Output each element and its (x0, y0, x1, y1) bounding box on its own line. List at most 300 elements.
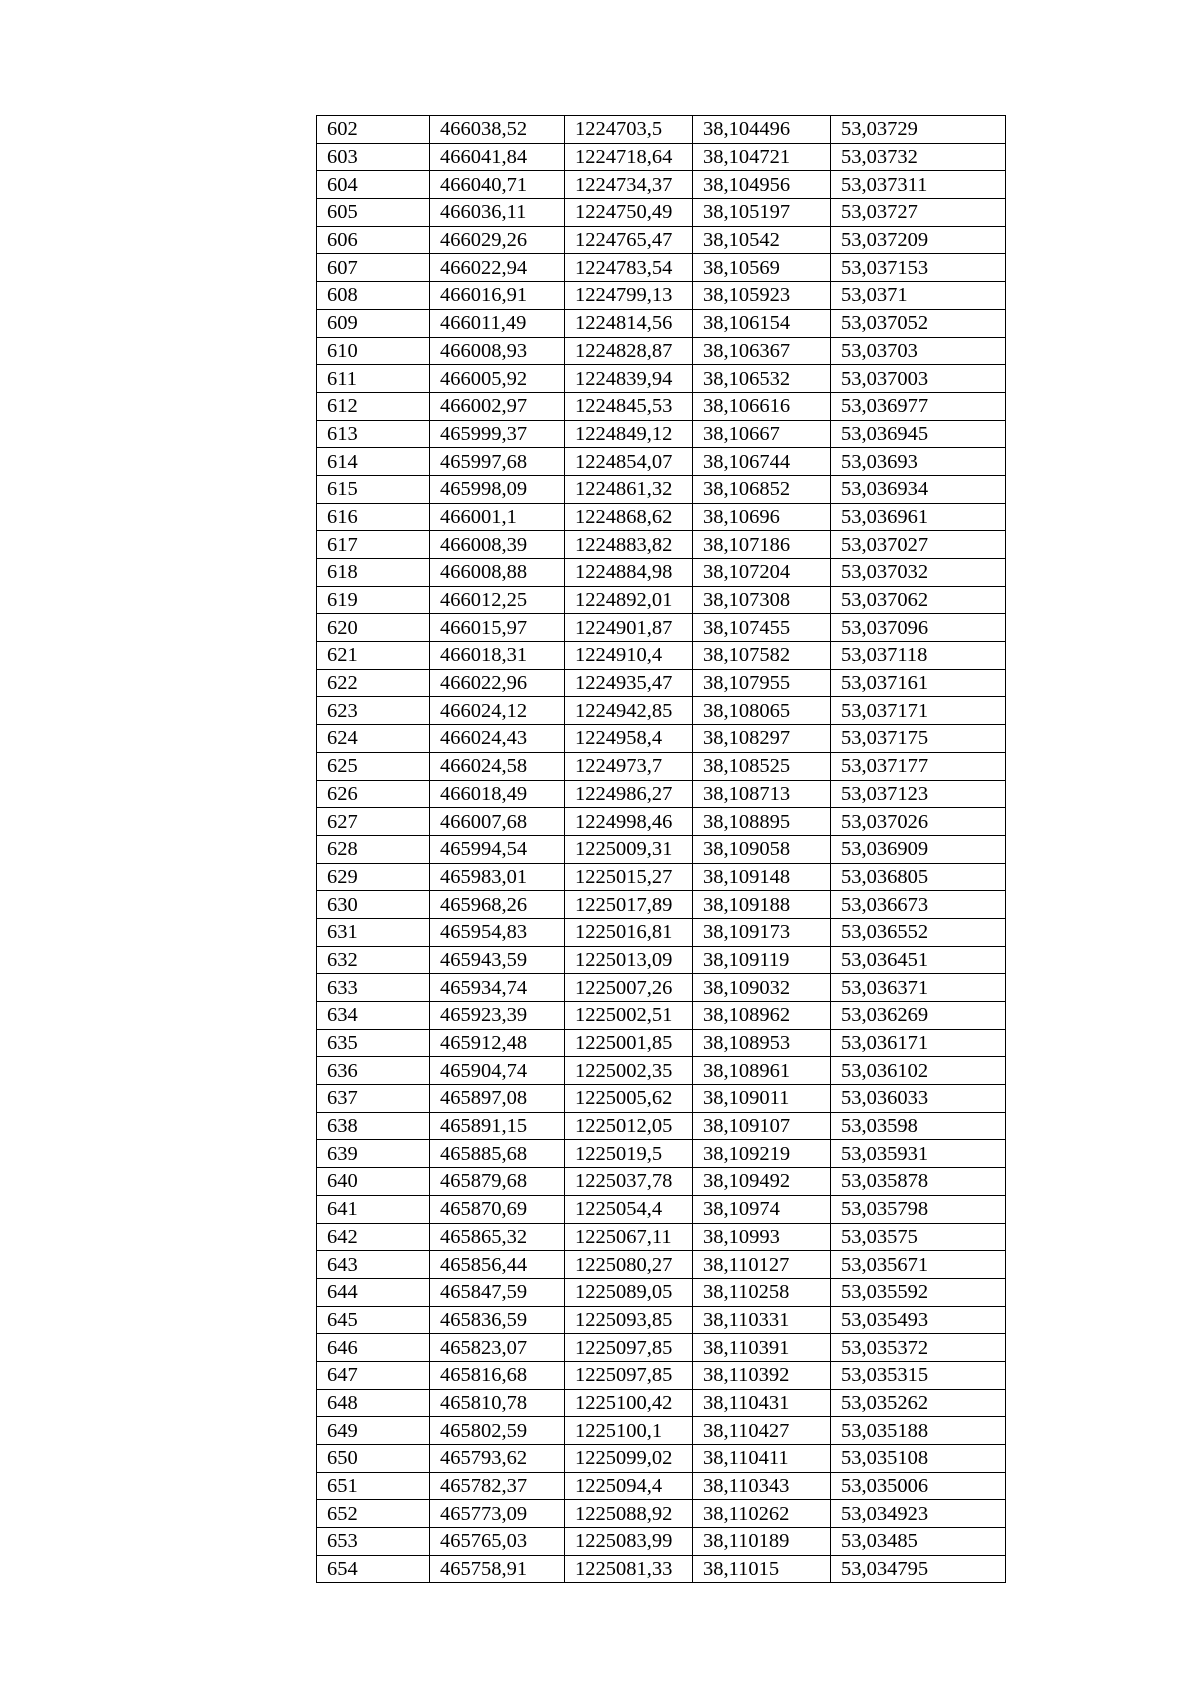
y-coordinate-cell: 1224935,47 (565, 669, 693, 697)
longitude-cell: 38,110262 (693, 1500, 831, 1528)
point-number-cell: 606 (317, 226, 430, 254)
longitude-cell: 38,110392 (693, 1361, 831, 1389)
latitude-cell: 53,035372 (831, 1334, 1006, 1362)
point-number-cell: 645 (317, 1306, 430, 1334)
point-number-cell: 642 (317, 1223, 430, 1251)
latitude-cell: 53,036977 (831, 392, 1006, 420)
point-number-cell: 629 (317, 863, 430, 891)
point-number-cell: 603 (317, 143, 430, 171)
table-row (317, 116, 1006, 144)
point-number-cell: 651 (317, 1472, 430, 1500)
longitude-cell: 38,109188 (693, 891, 831, 919)
x-coordinate-cell: 466012,25 (430, 586, 565, 614)
longitude-cell: 38,110343 (693, 1472, 831, 1500)
table-row (317, 531, 1006, 559)
table-row (317, 1168, 1006, 1196)
table-row (317, 1500, 1006, 1528)
x-coordinate-cell: 466008,39 (430, 531, 565, 559)
latitude-cell: 53,037209 (831, 226, 1006, 254)
point-number-cell: 613 (317, 420, 430, 448)
longitude-cell: 38,108525 (693, 752, 831, 780)
x-coordinate-cell: 466011,49 (430, 309, 565, 337)
x-coordinate-cell: 465810,78 (430, 1389, 565, 1417)
point-number-cell: 628 (317, 835, 430, 863)
y-coordinate-cell: 1225067,11 (565, 1223, 693, 1251)
y-coordinate-cell: 1225080,27 (565, 1251, 693, 1279)
y-coordinate-cell: 1225013,09 (565, 946, 693, 974)
x-coordinate-cell: 466022,96 (430, 669, 565, 697)
point-number-cell: 646 (317, 1334, 430, 1362)
y-coordinate-cell: 1225019,5 (565, 1140, 693, 1168)
table-row (317, 946, 1006, 974)
longitude-cell: 38,10696 (693, 503, 831, 531)
point-number-cell: 614 (317, 448, 430, 476)
latitude-cell: 53,037003 (831, 365, 1006, 393)
latitude-cell: 53,03598 (831, 1112, 1006, 1140)
y-coordinate-cell: 1225015,27 (565, 863, 693, 891)
latitude-cell: 53,036171 (831, 1029, 1006, 1057)
latitude-cell: 53,036451 (831, 946, 1006, 974)
x-coordinate-cell: 465847,59 (430, 1278, 565, 1306)
y-coordinate-cell: 1224868,62 (565, 503, 693, 531)
x-coordinate-cell: 465943,59 (430, 946, 565, 974)
x-coordinate-cell: 466008,88 (430, 559, 565, 587)
table-row (317, 337, 1006, 365)
y-coordinate-cell: 1225017,89 (565, 891, 693, 919)
point-number-cell: 619 (317, 586, 430, 614)
latitude-cell: 53,036552 (831, 918, 1006, 946)
coordinates-table (316, 115, 1006, 1583)
point-number-cell: 622 (317, 669, 430, 697)
table-row (317, 1085, 1006, 1113)
latitude-cell: 53,0371 (831, 282, 1006, 310)
y-coordinate-cell: 1224883,82 (565, 531, 693, 559)
x-coordinate-cell: 465912,48 (430, 1029, 565, 1057)
longitude-cell: 38,104956 (693, 171, 831, 199)
table-row (317, 752, 1006, 780)
longitude-cell: 38,105197 (693, 199, 831, 227)
latitude-cell: 53,036909 (831, 835, 1006, 863)
y-coordinate-cell: 1224861,32 (565, 475, 693, 503)
x-coordinate-cell: 466040,71 (430, 171, 565, 199)
longitude-cell: 38,108713 (693, 780, 831, 808)
longitude-cell: 38,108961 (693, 1057, 831, 1085)
table-row (317, 171, 1006, 199)
longitude-cell: 38,107186 (693, 531, 831, 559)
y-coordinate-cell: 1224958,4 (565, 725, 693, 753)
longitude-cell: 38,108065 (693, 697, 831, 725)
x-coordinate-cell: 466029,26 (430, 226, 565, 254)
y-coordinate-cell: 1224986,27 (565, 780, 693, 808)
point-number-cell: 625 (317, 752, 430, 780)
point-number-cell: 634 (317, 1002, 430, 1030)
latitude-cell: 53,035798 (831, 1195, 1006, 1223)
longitude-cell: 38,110431 (693, 1389, 831, 1417)
y-coordinate-cell: 1225083,99 (565, 1528, 693, 1556)
longitude-cell: 38,107455 (693, 614, 831, 642)
y-coordinate-cell: 1224854,07 (565, 448, 693, 476)
table-row (317, 1445, 1006, 1473)
longitude-cell: 38,109492 (693, 1168, 831, 1196)
longitude-cell: 38,109032 (693, 974, 831, 1002)
table-row (317, 1002, 1006, 1030)
latitude-cell: 53,035878 (831, 1168, 1006, 1196)
table-row (317, 697, 1006, 725)
y-coordinate-cell: 1225097,85 (565, 1361, 693, 1389)
table-row (317, 475, 1006, 503)
latitude-cell: 53,037027 (831, 531, 1006, 559)
y-coordinate-cell: 1225089,05 (565, 1278, 693, 1306)
y-coordinate-cell: 1225100,1 (565, 1417, 693, 1445)
y-coordinate-cell: 1224750,49 (565, 199, 693, 227)
y-coordinate-cell: 1225100,42 (565, 1389, 693, 1417)
x-coordinate-cell: 465904,74 (430, 1057, 565, 1085)
latitude-cell: 53,037153 (831, 254, 1006, 282)
x-coordinate-cell: 466038,52 (430, 116, 565, 144)
x-coordinate-cell: 465865,32 (430, 1223, 565, 1251)
longitude-cell: 38,107308 (693, 586, 831, 614)
table-row (317, 1251, 1006, 1279)
table-row (317, 1334, 1006, 1362)
y-coordinate-cell: 1224703,5 (565, 116, 693, 144)
x-coordinate-cell: 466005,92 (430, 365, 565, 393)
longitude-cell: 38,11015 (693, 1555, 831, 1583)
y-coordinate-cell: 1225012,05 (565, 1112, 693, 1140)
table-row (317, 309, 1006, 337)
latitude-cell: 53,03729 (831, 116, 1006, 144)
table-row (317, 365, 1006, 393)
x-coordinate-cell: 466041,84 (430, 143, 565, 171)
table-row (317, 199, 1006, 227)
table-row (317, 448, 1006, 476)
y-coordinate-cell: 1224734,37 (565, 171, 693, 199)
latitude-cell: 53,036805 (831, 863, 1006, 891)
x-coordinate-cell: 466024,12 (430, 697, 565, 725)
table-row (317, 1195, 1006, 1223)
longitude-cell: 38,107955 (693, 669, 831, 697)
longitude-cell: 38,110189 (693, 1528, 831, 1556)
y-coordinate-cell: 1225088,92 (565, 1500, 693, 1528)
latitude-cell: 53,037123 (831, 780, 1006, 808)
point-number-cell: 637 (317, 1085, 430, 1113)
longitude-cell: 38,110127 (693, 1251, 831, 1279)
table-row (317, 891, 1006, 919)
point-number-cell: 632 (317, 946, 430, 974)
latitude-cell: 53,037311 (831, 171, 1006, 199)
x-coordinate-cell: 465983,01 (430, 863, 565, 891)
table-row (317, 974, 1006, 1002)
latitude-cell: 53,037177 (831, 752, 1006, 780)
latitude-cell: 53,03693 (831, 448, 1006, 476)
point-number-cell: 612 (317, 392, 430, 420)
y-coordinate-cell: 1224828,87 (565, 337, 693, 365)
point-number-cell: 602 (317, 116, 430, 144)
table-row (317, 614, 1006, 642)
latitude-cell: 53,035931 (831, 1140, 1006, 1168)
point-number-cell: 635 (317, 1029, 430, 1057)
latitude-cell: 53,037118 (831, 642, 1006, 670)
point-number-cell: 630 (317, 891, 430, 919)
x-coordinate-cell: 466008,93 (430, 337, 565, 365)
latitude-cell: 53,035671 (831, 1251, 1006, 1279)
y-coordinate-cell: 1224998,46 (565, 808, 693, 836)
point-number-cell: 636 (317, 1057, 430, 1085)
y-coordinate-cell: 1225054,4 (565, 1195, 693, 1223)
latitude-cell: 53,034923 (831, 1500, 1006, 1528)
y-coordinate-cell: 1224884,98 (565, 559, 693, 587)
x-coordinate-cell: 465823,07 (430, 1334, 565, 1362)
x-coordinate-cell: 465897,08 (430, 1085, 565, 1113)
x-coordinate-cell: 466036,11 (430, 199, 565, 227)
latitude-cell: 53,03485 (831, 1528, 1006, 1556)
x-coordinate-cell: 465954,83 (430, 918, 565, 946)
longitude-cell: 38,106616 (693, 392, 831, 420)
latitude-cell: 53,037175 (831, 725, 1006, 753)
latitude-cell: 53,03727 (831, 199, 1006, 227)
table-row (317, 725, 1006, 753)
point-number-cell: 605 (317, 199, 430, 227)
latitude-cell: 53,036961 (831, 503, 1006, 531)
point-number-cell: 639 (317, 1140, 430, 1168)
y-coordinate-cell: 1224973,7 (565, 752, 693, 780)
table-row (317, 808, 1006, 836)
y-coordinate-cell: 1224799,13 (565, 282, 693, 310)
latitude-cell: 53,036945 (831, 420, 1006, 448)
point-number-cell: 640 (317, 1168, 430, 1196)
table-row (317, 1472, 1006, 1500)
x-coordinate-cell: 465891,15 (430, 1112, 565, 1140)
longitude-cell: 38,10569 (693, 254, 831, 282)
y-coordinate-cell: 1225097,85 (565, 1334, 693, 1362)
table-row (317, 918, 1006, 946)
table-row (317, 669, 1006, 697)
table-row (317, 254, 1006, 282)
longitude-cell: 38,106852 (693, 475, 831, 503)
point-number-cell: 650 (317, 1445, 430, 1473)
y-coordinate-cell: 1225002,35 (565, 1057, 693, 1085)
y-coordinate-cell: 1224765,47 (565, 226, 693, 254)
x-coordinate-cell: 465870,69 (430, 1195, 565, 1223)
longitude-cell: 38,109148 (693, 863, 831, 891)
longitude-cell: 38,10993 (693, 1223, 831, 1251)
point-number-cell: 631 (317, 918, 430, 946)
point-number-cell: 654 (317, 1555, 430, 1583)
table-row (317, 1361, 1006, 1389)
latitude-cell: 53,037032 (831, 559, 1006, 587)
latitude-cell: 53,036934 (831, 475, 1006, 503)
table-row (317, 559, 1006, 587)
point-number-cell: 649 (317, 1417, 430, 1445)
latitude-cell: 53,035592 (831, 1278, 1006, 1306)
latitude-cell: 53,037171 (831, 697, 1006, 725)
point-number-cell: 647 (317, 1361, 430, 1389)
table-row (317, 1140, 1006, 1168)
point-number-cell: 604 (317, 171, 430, 199)
longitude-cell: 38,106154 (693, 309, 831, 337)
latitude-cell: 53,037026 (831, 808, 1006, 836)
y-coordinate-cell: 1224849,12 (565, 420, 693, 448)
table-row (317, 420, 1006, 448)
table-row (317, 1029, 1006, 1057)
longitude-cell: 38,110427 (693, 1417, 831, 1445)
point-number-cell: 607 (317, 254, 430, 282)
y-coordinate-cell: 1225007,26 (565, 974, 693, 1002)
x-coordinate-cell: 466024,58 (430, 752, 565, 780)
table-row (317, 1223, 1006, 1251)
x-coordinate-cell: 465765,03 (430, 1528, 565, 1556)
longitude-cell: 38,109058 (693, 835, 831, 863)
point-number-cell: 644 (317, 1278, 430, 1306)
y-coordinate-cell: 1224814,56 (565, 309, 693, 337)
latitude-cell: 53,035188 (831, 1417, 1006, 1445)
point-number-cell: 648 (317, 1389, 430, 1417)
table-row (317, 392, 1006, 420)
longitude-cell: 38,108953 (693, 1029, 831, 1057)
y-coordinate-cell: 1225005,62 (565, 1085, 693, 1113)
y-coordinate-cell: 1225093,85 (565, 1306, 693, 1334)
point-number-cell: 611 (317, 365, 430, 393)
longitude-cell: 38,106532 (693, 365, 831, 393)
table-row (317, 835, 1006, 863)
point-number-cell: 620 (317, 614, 430, 642)
x-coordinate-cell: 465923,39 (430, 1002, 565, 1030)
longitude-cell: 38,108297 (693, 725, 831, 753)
point-number-cell: 638 (317, 1112, 430, 1140)
table-row (317, 780, 1006, 808)
y-coordinate-cell: 1225001,85 (565, 1029, 693, 1057)
latitude-cell: 53,036269 (831, 1002, 1006, 1030)
x-coordinate-cell: 465758,91 (430, 1555, 565, 1583)
y-coordinate-cell: 1225009,31 (565, 835, 693, 863)
table-row (317, 226, 1006, 254)
point-number-cell: 617 (317, 531, 430, 559)
y-coordinate-cell: 1224783,54 (565, 254, 693, 282)
latitude-cell: 53,037062 (831, 586, 1006, 614)
point-number-cell: 608 (317, 282, 430, 310)
latitude-cell: 53,036371 (831, 974, 1006, 1002)
table-row (317, 863, 1006, 891)
point-number-cell: 623 (317, 697, 430, 725)
x-coordinate-cell: 465836,59 (430, 1306, 565, 1334)
longitude-cell: 38,107582 (693, 642, 831, 670)
latitude-cell: 53,03703 (831, 337, 1006, 365)
point-number-cell: 626 (317, 780, 430, 808)
table-row (317, 586, 1006, 614)
table-row (317, 1278, 1006, 1306)
latitude-cell: 53,035108 (831, 1445, 1006, 1473)
y-coordinate-cell: 1224901,87 (565, 614, 693, 642)
x-coordinate-cell: 465997,68 (430, 448, 565, 476)
x-coordinate-cell: 465816,68 (430, 1361, 565, 1389)
y-coordinate-cell: 1225016,81 (565, 918, 693, 946)
point-number-cell: 618 (317, 559, 430, 587)
y-coordinate-cell: 1225094,4 (565, 1472, 693, 1500)
latitude-cell: 53,03575 (831, 1223, 1006, 1251)
x-coordinate-cell: 465968,26 (430, 891, 565, 919)
point-number-cell: 610 (317, 337, 430, 365)
table-row (317, 1555, 1006, 1583)
x-coordinate-cell: 465934,74 (430, 974, 565, 1002)
latitude-cell: 53,035006 (831, 1472, 1006, 1500)
latitude-cell: 53,037161 (831, 669, 1006, 697)
y-coordinate-cell: 1224910,4 (565, 642, 693, 670)
coordinates-table-body (317, 116, 1006, 1583)
x-coordinate-cell: 466007,68 (430, 808, 565, 836)
y-coordinate-cell: 1225081,33 (565, 1555, 693, 1583)
longitude-cell: 38,110411 (693, 1445, 831, 1473)
table-row (317, 1417, 1006, 1445)
table-row (317, 282, 1006, 310)
y-coordinate-cell: 1224718,64 (565, 143, 693, 171)
longitude-cell: 38,108895 (693, 808, 831, 836)
latitude-cell: 53,035262 (831, 1389, 1006, 1417)
table-row (317, 503, 1006, 531)
longitude-cell: 38,106367 (693, 337, 831, 365)
x-coordinate-cell: 466018,49 (430, 780, 565, 808)
point-number-cell: 627 (317, 808, 430, 836)
point-number-cell: 641 (317, 1195, 430, 1223)
latitude-cell: 53,035493 (831, 1306, 1006, 1334)
longitude-cell: 38,110258 (693, 1278, 831, 1306)
longitude-cell: 38,109011 (693, 1085, 831, 1113)
longitude-cell: 38,10542 (693, 226, 831, 254)
latitude-cell: 53,037096 (831, 614, 1006, 642)
longitude-cell: 38,107204 (693, 559, 831, 587)
longitude-cell: 38,109107 (693, 1112, 831, 1140)
x-coordinate-cell: 466024,43 (430, 725, 565, 753)
y-coordinate-cell: 1224892,01 (565, 586, 693, 614)
y-coordinate-cell: 1224845,53 (565, 392, 693, 420)
latitude-cell: 53,036102 (831, 1057, 1006, 1085)
point-number-cell: 653 (317, 1528, 430, 1556)
latitude-cell: 53,036033 (831, 1085, 1006, 1113)
x-coordinate-cell: 466015,97 (430, 614, 565, 642)
point-number-cell: 643 (317, 1251, 430, 1279)
x-coordinate-cell: 465879,68 (430, 1168, 565, 1196)
latitude-cell: 53,034795 (831, 1555, 1006, 1583)
y-coordinate-cell: 1225002,51 (565, 1002, 693, 1030)
y-coordinate-cell: 1224839,94 (565, 365, 693, 393)
point-number-cell: 609 (317, 309, 430, 337)
latitude-cell: 53,036673 (831, 891, 1006, 919)
longitude-cell: 38,109119 (693, 946, 831, 974)
y-coordinate-cell: 1225099,02 (565, 1445, 693, 1473)
y-coordinate-cell: 1225037,78 (565, 1168, 693, 1196)
table-row (317, 1528, 1006, 1556)
x-coordinate-cell: 466018,31 (430, 642, 565, 670)
longitude-cell: 38,105923 (693, 282, 831, 310)
x-coordinate-cell: 465782,37 (430, 1472, 565, 1500)
latitude-cell: 53,03732 (831, 143, 1006, 171)
x-coordinate-cell: 465998,09 (430, 475, 565, 503)
x-coordinate-cell: 465999,37 (430, 420, 565, 448)
x-coordinate-cell: 465856,44 (430, 1251, 565, 1279)
x-coordinate-cell: 465773,09 (430, 1500, 565, 1528)
latitude-cell: 53,035315 (831, 1361, 1006, 1389)
longitude-cell: 38,10974 (693, 1195, 831, 1223)
point-number-cell: 652 (317, 1500, 430, 1528)
table-row (317, 143, 1006, 171)
x-coordinate-cell: 465802,59 (430, 1417, 565, 1445)
point-number-cell: 621 (317, 642, 430, 670)
x-coordinate-cell: 465994,54 (430, 835, 565, 863)
x-coordinate-cell: 466001,1 (430, 503, 565, 531)
latitude-cell: 53,037052 (831, 309, 1006, 337)
x-coordinate-cell: 466022,94 (430, 254, 565, 282)
point-number-cell: 633 (317, 974, 430, 1002)
longitude-cell: 38,106744 (693, 448, 831, 476)
y-coordinate-cell: 1224942,85 (565, 697, 693, 725)
